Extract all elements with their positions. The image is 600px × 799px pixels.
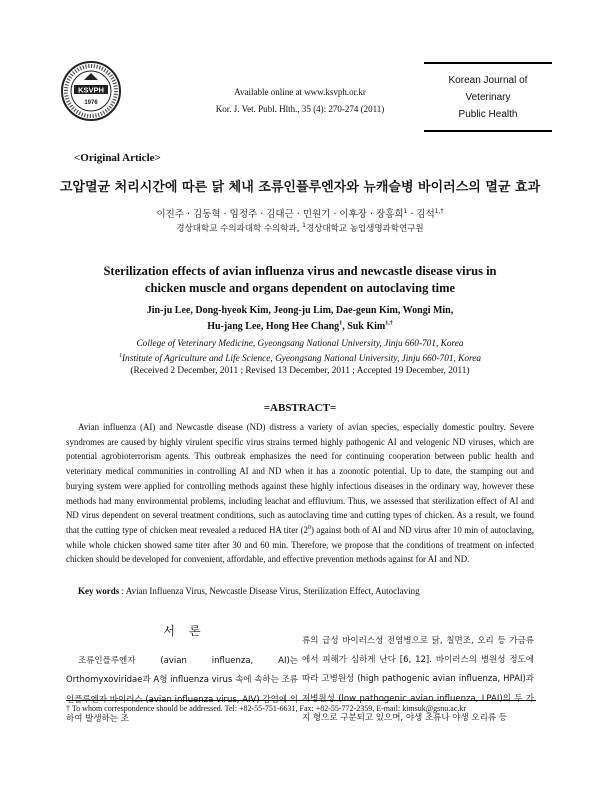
title-english-line1: Sterilization effects of avian influenza virus and newcastle disease virus in [103, 264, 497, 278]
citation: Kor. J. Vet. Publ. Hlth., 35 (4): 270-274 (2011) [215, 104, 385, 114]
journal-name-box [424, 62, 552, 132]
title-english [60, 263, 540, 297]
available-online: Available online at www.ksvph.or.kr [234, 87, 366, 97]
affiliation-english-line1: College of Veterinary Medicine, Gyeongsang National University, Jinju 660-701, Korea [136, 339, 464, 349]
right-column-text: 류의 급성 바이러스성 전염병으로 닭, 칠면조, 오리 등 가금류에서 피해가 심하게 난다 [6, 12]. 바이러스의 병원성 정도에 따라 고병원성 (high pathogenic avian influenza, HPAI)과 저병원성 (low pathogenic avian influenza, LPAI)의 두 가지 형으로 구분되고 있으며, 야생 조류나 야생 오리류 등 [302, 636, 534, 723]
affil-mark: 1 [339, 320, 343, 327]
authors-korean [20, 206, 580, 220]
authors-korean-main: 이진주 · 김동혁 · 임정주 · 김대근 · 민원기 · 이후장 · 장홍희 [156, 209, 404, 220]
footnote-divider [66, 700, 536, 701]
authors-english [80, 303, 520, 335]
affil-mark: 1,† [434, 207, 444, 215]
abstract-text-b: ) against both of AI and ND virus after 10 min of autoclaving, while whole chicken showed same titer after 30 and 60 min. Therefore, we propose that the conditions of treatment on infected chicken should be developed for convenient, affordable, and effective prevention methods against for AI and ND. [66, 524, 534, 565]
abstract-text-a: Avian influenza (AI) and Newcastle disease (ND) distress a variety of avian species, especially domestic poultry. Severe syndromes are caused by highly virulent specific virus strains termed highly pathogenic AI and velogenic ND viruses, which are potential agrobioterrorism agents. This outbreak emphasizes the need for continuing cooperation between public health and veterinary medical communities in controlling AI and ND when it has a zoonotic potential. Up to date, the stamping out and burying system were applied for controlling methods against these highly infectious diseases in the ordinary way, however these methods had many environmental problems, including leachat and effluvium. Thus, we assessed that sterilization effect of AI and ND virus dependent on several treatment conditions, such as autoclaving time and cutting types of chicken. As a result, we found that the cutting type of chicken meat revealed a reduced HA titer (2 [66, 422, 534, 535]
journal-name-line1: Korean Journal of [448, 74, 528, 86]
superscript: 0 [307, 524, 311, 531]
affil-mark: 1 [118, 352, 122, 359]
society-seal-icon [60, 60, 122, 122]
journal-citation-block [150, 84, 450, 118]
left-column-text: 조류인플루엔자 (avian influenza, AI)는 Orthomyxoviridae과 A형 influenza virus 속에 속하는 조류인플루엔자 바이러스 (avian influenza virus, AIV) 감염에 의하여 발생하는 조 [66, 656, 298, 724]
authors-english-line2b: , Suk Kim [342, 321, 386, 332]
affiliation-korean-b: 경상대학교 농업생명과학연구원 [305, 224, 424, 234]
affiliation-english-line2-text: Institute of Agriculture and Life Science, Gyeongsang National University, Jinju 660-701, Korea [121, 354, 482, 364]
svg-text:1976: 1976 [84, 100, 98, 106]
authors-english-line1: Jin-ju Lee, Dong-hyeok Kim, Jeong-ju Lim, Dae-geun Kim, Wongi Min, [146, 305, 454, 316]
affil-mark: 1 [403, 207, 408, 215]
svg-text:KSVPH: KSVPH [78, 85, 104, 95]
footnote-text: To whom correspondence should be addressed. Tel: +82-55-751-6631, Fax: +82-55-772-2359, E-mail: kimsuk@gsnu.ac.kr [70, 704, 467, 713]
keywords [78, 586, 538, 596]
affiliation-korean-a: 경상대학교 수의과대학 수의학과, [176, 224, 303, 234]
keywords-text: : Avian Influenza Virus, Newcastle Disease Virus, Sterilization Effect, Autoclaving [119, 586, 420, 596]
authors-english-line2 [80, 319, 520, 335]
affiliation-korean [20, 222, 580, 234]
authors-english-line2a: Hu-jang Lee, Hong Hee Chang [207, 321, 340, 332]
article-type: <Original Article> [74, 152, 161, 164]
title-korean: 고압멸균 처리시간에 따른 닭 체내 조류인플루엔자와 뉴캐슬병 바이러스의 멸균 효과 [59, 180, 541, 195]
keywords-label: Key words [78, 586, 120, 596]
journal-name-line2: Veterinary [465, 91, 511, 103]
dagger-mark: † [66, 704, 70, 713]
abstract-body [66, 420, 534, 567]
received-dates: (Received 2 December, 2011 ; Revised 13 December, 2011 ; Accepted 19 December, 2011) [130, 366, 470, 376]
section-heading-introduction: 서론 [163, 624, 215, 638]
authors-korean-tail: · 김석 [407, 209, 435, 220]
affil-mark: 1 [302, 222, 306, 230]
journal-name-line3: Public Health [458, 108, 518, 120]
correspondence-footnote [66, 704, 536, 713]
abstract-heading: =ABSTRACT= [263, 402, 337, 414]
body-right-column [302, 632, 534, 728]
affiliation-english-line2 [60, 352, 540, 367]
affil-mark: 1,† [385, 320, 393, 327]
affiliation-english [60, 337, 540, 367]
title-english-line2: chicken muscle and organs dependent on autoclaving time [144, 281, 456, 295]
society-logo [60, 60, 122, 122]
